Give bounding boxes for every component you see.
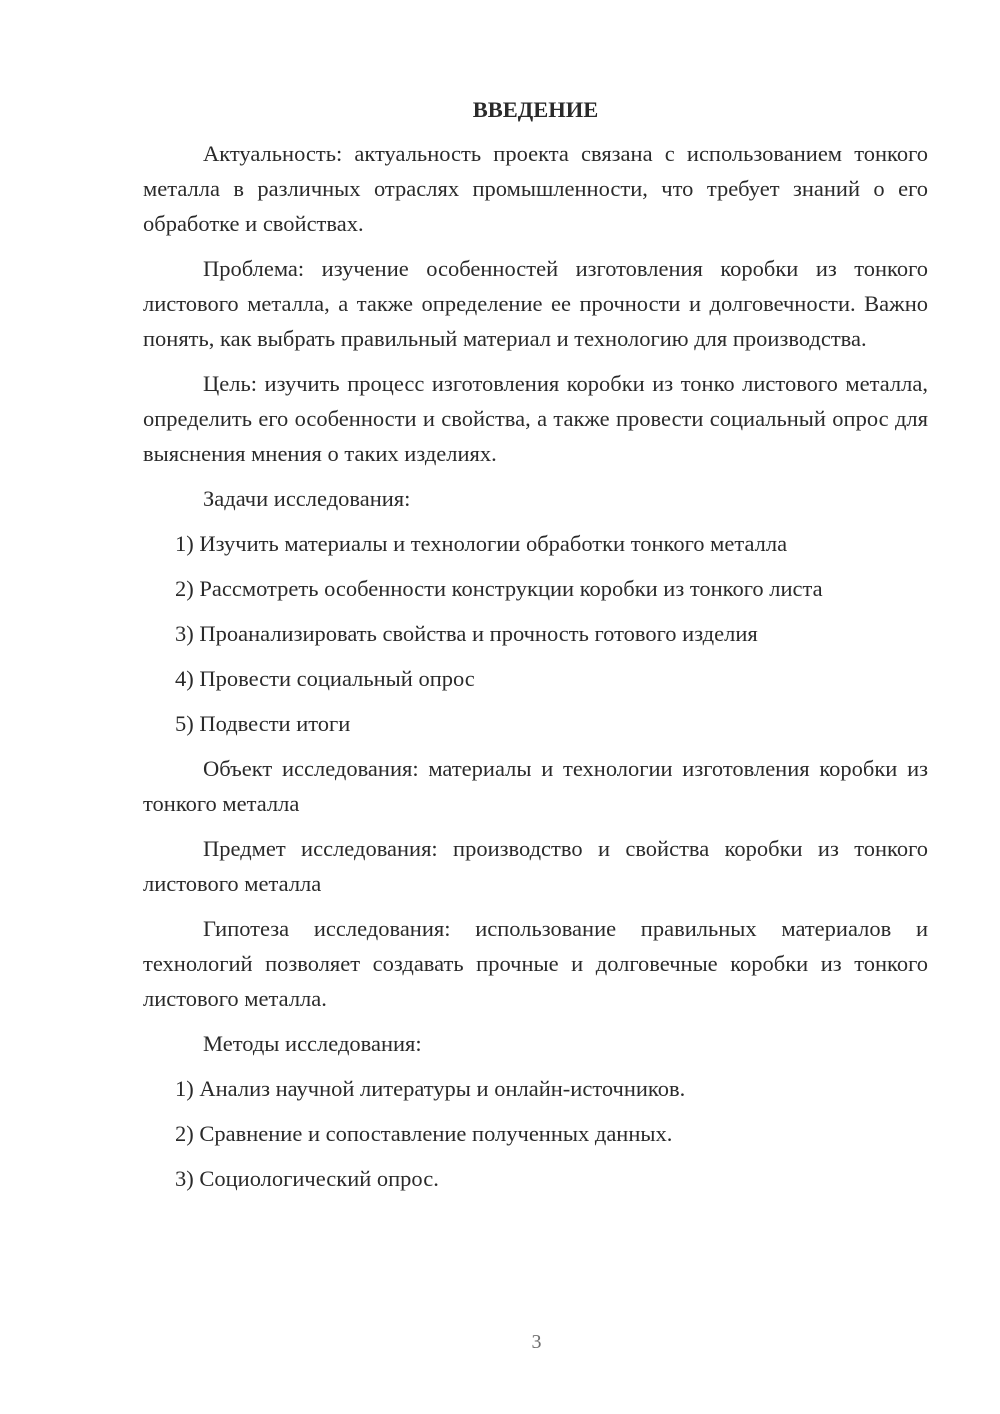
methods-heading: Методы исследования: (203, 1031, 422, 1056)
list-item: 5) Подвести итоги (175, 711, 351, 736)
page-number: 3 (531, 1331, 542, 1353)
page-content (143, 92, 928, 1206)
tasks-heading: Задачи исследования: (203, 486, 411, 511)
list-item: 1) Изучить материалы и технологии обработки тонкого металла (175, 531, 788, 556)
object-paragraph: Объект исследования: материалы и технологии изготовления коробки из тонкого металла (143, 756, 928, 816)
list-item: 2) Сравнение и сопоставление полученных данных. (175, 1121, 673, 1146)
list-item: 4) Провести социальный опрос (175, 666, 475, 691)
problem-paragraph: Проблема: изучение особенностей изготовления коробки из тонкого листового металла, а также определение ее прочности и долговечности. Важно понять, как выбрать правильный материал и технологию для производства. (143, 256, 928, 351)
relevance-paragraph: Актуальность: актуальность проекта связана с использованием тонкого металла в различных отраслях промышленности, что требует знаний о его обработке и свойствах. (143, 141, 928, 236)
list-item: 3) Социологический опрос. (175, 1166, 439, 1191)
subject-paragraph: Предмет исследования: производство и свойства коробки из тонкого листового металла (143, 836, 928, 896)
list-item: 2) Рассмотреть особенности конструкции коробки из тонкого листа (175, 576, 823, 601)
hypothesis-paragraph: Гипотеза исследования: использование правильных материалов и технологий позволяет создавать прочные и долговечные коробки из тонкого листового металла. (143, 916, 928, 1011)
tasks-list (143, 526, 928, 741)
list-item: 3) Проанализировать свойства и прочность готового изделия (175, 621, 758, 646)
methods-list (143, 1071, 928, 1196)
list-item: 1) Анализ научной литературы и онлайн-источников. (175, 1076, 686, 1101)
page-title: ВВЕДЕНИЕ (472, 97, 599, 122)
goal-paragraph: Цель: изучить процесс изготовления коробки из тонко листового металла, определить его особенности и свойства, а также провести социальный опрос для выяснения мнения о таких изделиях. (143, 371, 928, 466)
